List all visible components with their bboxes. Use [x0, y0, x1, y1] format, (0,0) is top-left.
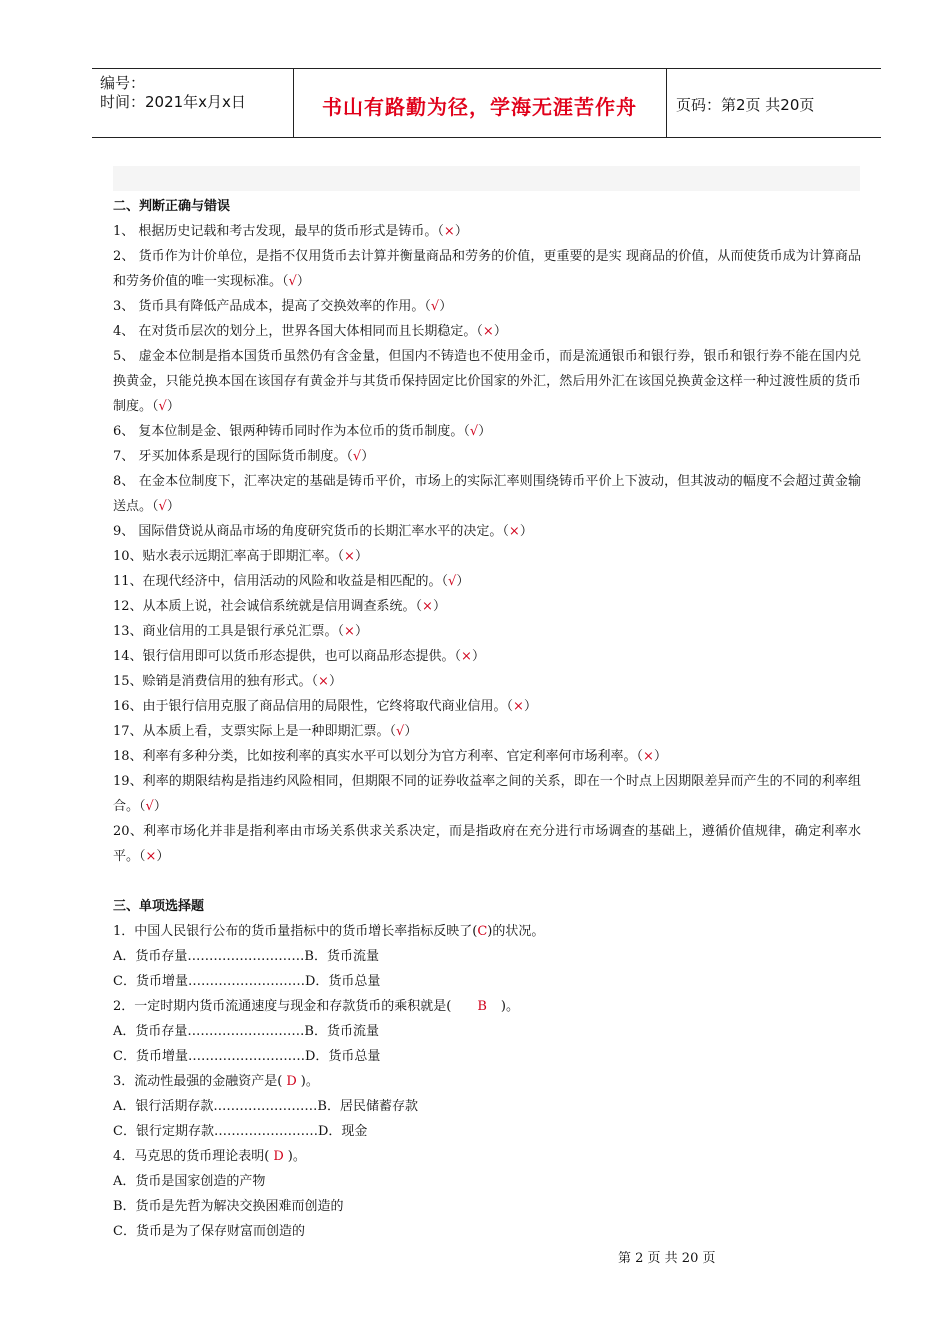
judgment-text: 3、 货币具有降低产品成本，提高了交换效率的作用。（: [113, 299, 431, 314]
answer-mark: ×: [461, 649, 472, 664]
judgment-item: [113, 694, 861, 719]
answer-mark: √: [145, 799, 154, 814]
judgment-text: 14、银行信用即可以货币形态提供，也可以商品形态提供。（: [113, 649, 462, 664]
judgment-text: 18、利率有多种分类，比如按利率的真实水平可以划分为官方利率、官定利率何市场利率。（: [113, 749, 644, 764]
judgment-item: [113, 719, 861, 744]
judgment-item: [113, 519, 861, 544]
judgment-item: [113, 419, 861, 444]
section-title-choice: 三、单项选择题: [113, 899, 205, 914]
answer-mark: ×: [344, 549, 355, 564]
judgment-text: ）: [478, 424, 492, 439]
judgment-text: 9、 国际借贷说从商品市场的角度研究货币的长期汇率水平的决定。（: [113, 524, 509, 539]
judgment-text: ）: [361, 449, 375, 464]
judgment-text: ）: [519, 524, 533, 539]
judgment-item: [113, 444, 861, 469]
spacer: [113, 869, 861, 894]
answer-mark: ×: [422, 599, 433, 614]
judgment-item: [113, 669, 861, 694]
header-page-info: 页码：第2页 共20页: [676, 96, 815, 114]
answer-mark: D: [286, 1074, 297, 1089]
option-line: B．货币是先哲为解决交换困难而创造的: [113, 1199, 344, 1214]
gray-band: [113, 166, 860, 191]
question-text: )。: [287, 1149, 306, 1164]
answer-mark: ×: [145, 849, 157, 864]
judgment-text: ）: [296, 274, 310, 289]
answer-mark: √: [448, 574, 457, 589]
judgment-text: 16、由于银行信用克服了商品信用的局限性，它终将取代商业信用。（: [113, 699, 514, 714]
answer-mark: ×: [643, 749, 654, 764]
question-text: )。: [500, 999, 519, 1014]
answer-mark: ×: [344, 624, 355, 639]
judgment-text: 17、从本质上看，支票实际上是一种即期汇票。（: [113, 724, 397, 739]
judgment-text: 2、 货币作为计价单位，是指不仅用货币去计算并衡量商品和劳务的价值，更重要的是实 现商品的价值，从而使货币成为计算商品和劳务价值的唯一实现标准。（: [113, 249, 861, 289]
judgment-text: ）: [523, 699, 537, 714]
judgment-text: ）: [354, 549, 368, 564]
judgment-text: 1、 根据历史记载和考古发现，最早的货币形式是铸币。（: [113, 224, 444, 239]
question-1: [113, 919, 861, 944]
header-divider: [666, 69, 667, 137]
code-label: 编号：: [100, 74, 146, 92]
document-body: [113, 194, 861, 1244]
judgment-item: [113, 569, 861, 594]
judgment-text: 19、利率的期限结构是指违约风险相同，但期限不同的证券收益率之间的关系，即在一个时点上因期限差异而产生的不同的利率组合。（: [113, 774, 861, 814]
question-text: 3．流动性最强的金融资产是(: [113, 1074, 283, 1089]
header-motto: 书山有路勤为径，学海无涯苦作舟: [322, 95, 637, 119]
question-3: [113, 1069, 861, 1094]
judgment-list: [113, 219, 861, 869]
question-text: 4．马克思的货币理论表明(: [113, 1149, 270, 1164]
judgment-item: [113, 744, 861, 769]
judgment-item: [113, 219, 861, 244]
judgment-item: [113, 344, 861, 419]
answer-mark: B: [477, 999, 487, 1014]
judgment-text: 15、赊销是消费信用的独有形式。（: [113, 674, 319, 689]
judgment-text: ）: [166, 399, 180, 414]
judgment-item: [113, 319, 861, 344]
page-header: [92, 68, 881, 138]
answer-mark: C: [477, 924, 488, 939]
judgment-text: ）: [653, 749, 667, 764]
option-line: A．银行活期存款……………………B．居民储蓄存款: [113, 1099, 418, 1114]
answer-mark: √: [158, 399, 167, 414]
judgment-text: ）: [404, 724, 418, 739]
judgment-text: ）: [471, 649, 485, 664]
judgment-text: 6、 复本位制是金、银两种铸币同时作为本位币的货币制度。（: [113, 424, 470, 439]
judgment-item: [113, 469, 861, 519]
option-line: C．货币增量………………………D．货币总量: [113, 974, 381, 989]
answer-mark: D: [273, 1149, 284, 1164]
judgment-text: ）: [493, 324, 507, 339]
judgment-text: ）: [432, 599, 446, 614]
question-4: [113, 1144, 861, 1169]
judgment-text: ）: [166, 499, 180, 514]
question-text: )的状况。: [487, 924, 545, 939]
judgment-text: ）: [454, 224, 468, 239]
judgment-item: [113, 619, 861, 644]
question-text: 2．一定时期内货币流通速度与现金和存款货币的乘积就是(: [113, 999, 452, 1014]
judgment-text: 8、 在金本位制度下，汇率决定的基础是铸币平价，市场上的实际汇率则围绕铸币平价上下波动，但其波动的幅度不会超过黄金输送点。（: [113, 474, 861, 514]
judgment-text: 4、 在对货币层次的划分上，世界各国大体相同而且长期稳定。（: [113, 324, 483, 339]
time-label: 时间：2021年x月x日: [100, 93, 246, 111]
judgment-item: [113, 644, 861, 669]
judgment-text: ）: [354, 624, 368, 639]
option-line: C．银行定期存款……………………D．现金: [113, 1124, 368, 1139]
answer-mark: ×: [318, 674, 329, 689]
option-line: A．货币是国家创造的产物: [113, 1174, 266, 1189]
option-line: C．货币是为了保存财富而创造的: [113, 1224, 305, 1239]
judgment-text: 11、在现代经济中，信用活动的风险和收益是相匹配的。（: [113, 574, 449, 589]
judgment-text: 7、 牙买加体系是现行的国际货币制度。（: [113, 449, 353, 464]
judgment-item: [113, 294, 861, 319]
answer-mark: √: [288, 274, 297, 289]
judgment-text: ）: [328, 674, 342, 689]
answer-mark: ×: [482, 324, 494, 339]
answer-mark: √: [469, 424, 479, 439]
section-title-judgment: 二、判断正确与错误: [113, 199, 231, 214]
judgment-item: [113, 544, 861, 569]
judgment-text: ）: [156, 849, 170, 864]
option-line: A．货币存量………………………B．货币流量: [113, 949, 379, 964]
judgment-text: 10、贴水表示远期汇率高于即期汇率。（: [113, 549, 345, 564]
answer-mark: ×: [443, 224, 455, 239]
judgment-text: 20、利率市场化并非是指利率由市场关系供求关系决定，而是指政府在充分进行市场调查的基础上，遵循价值规律，确定利率水平。（: [113, 824, 861, 864]
judgment-text: 5、 虚金本位制是指本国货币虽然仍有含金量，但国内不铸造也不使用金币，而是流通银币和银行券，银币和银行券不能在国内兑换黄金，只能兑换本国在该国存有黄金并与其货币保持固定比价国家的外汇，然后用外汇在该国兑换黄金这样一种过渡性质的货币制度。（: [113, 349, 861, 414]
judgment-item: [113, 594, 861, 619]
judgment-item: [113, 769, 861, 819]
judgment-text: 13、商业信用的工具是银行承兑汇票。（: [113, 624, 345, 639]
judgment-text: ）: [153, 799, 167, 814]
judgment-text: ）: [439, 299, 453, 314]
question-text: 1．中国人民银行公布的货币量指标中的货币增长率指标反映了(: [113, 924, 478, 939]
judgment-item: [113, 244, 861, 294]
question-2: [113, 994, 861, 1019]
answer-mark: ×: [508, 524, 520, 539]
answer-mark: √: [352, 449, 362, 464]
page-footer: 第 2 页 共 20 页: [618, 1251, 716, 1266]
option-line: C．货币增量………………………D．货币总量: [113, 1049, 381, 1064]
question-text: )。: [300, 1074, 319, 1089]
option-line: A．货币存量………………………B．货币流量: [113, 1024, 379, 1039]
answer-mark: √: [158, 499, 167, 514]
judgment-text: ）: [456, 574, 470, 589]
answer-mark: ×: [513, 699, 524, 714]
judgment-text: 12、从本质上说，社会诚信系统就是信用调查系统。（: [113, 599, 423, 614]
answer-mark: √: [430, 299, 440, 314]
judgment-item: [113, 819, 861, 869]
answer-mark: √: [396, 724, 405, 739]
